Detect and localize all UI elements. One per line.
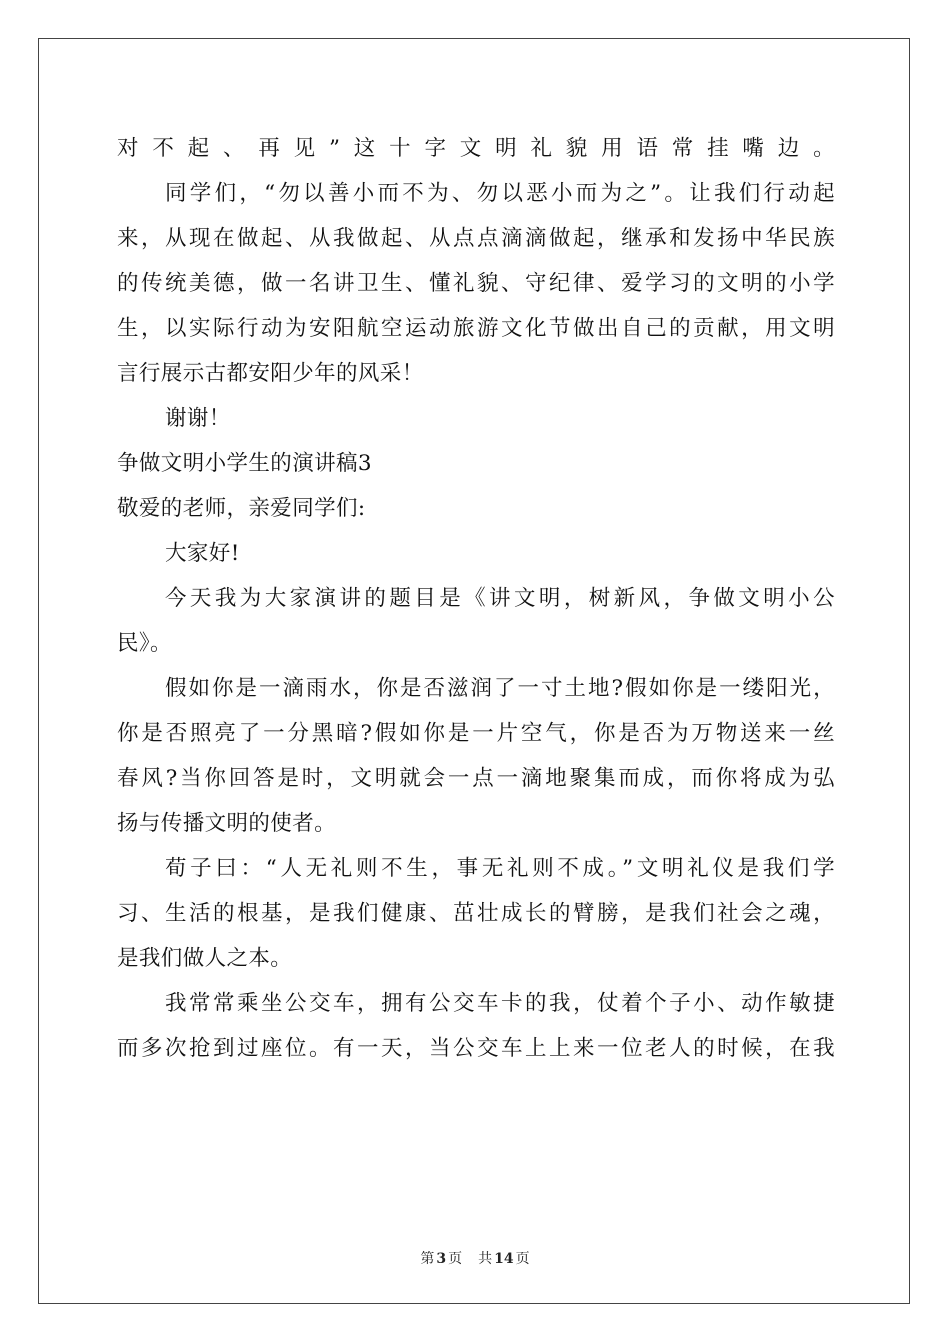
total-suffix: 页 <box>515 1251 530 1267</box>
total-pages: 14 <box>494 1251 514 1267</box>
page-prefix: 第 <box>420 1251 435 1267</box>
text-line: 的传统美德，做一名讲卫生、懂礼貌、守纪律、爱学习的文明的小学 <box>117 271 835 296</box>
total-prefix: 共 <box>478 1251 493 1267</box>
text-line: 来，从现在做起、从我做起、从点点滴滴做起，继承和发扬中华民族 <box>117 226 835 251</box>
text-line: 是我们做人之本。 <box>117 946 293 971</box>
page-suffix: 页 <box>448 1251 463 1267</box>
text-line: 扬与传播文明的使者。 <box>117 811 337 836</box>
text-line: 春风?当你回答是时，文明就会一点一滴地聚集而成，而你将成为弘 <box>117 766 835 791</box>
page-number: 3 <box>436 1251 447 1267</box>
page-footer <box>0 1248 950 1268</box>
greeting: 大家好! <box>165 541 240 566</box>
text-line: 假如你是一滴雨水，你是否滋润了一寸土地?假如你是一缕阳光， <box>165 676 835 701</box>
text-line: 我常常乘坐公交车，拥有公交车卡的我，仗着个子小、动作敏捷 <box>165 991 835 1016</box>
text-line: 荀子曰：“人无礼则不生，事无礼则不成。”文明礼仪是我们学 <box>165 856 835 881</box>
text-line: 今天我为大家演讲的题目是《讲文明，树新风，争做文明小公 <box>165 586 835 611</box>
text-line: 而多次抢到过座位。有一天，当公交车上上来一位老人的时候，在我 <box>117 1036 835 1061</box>
text-line: 生，以实际行动为安阳航空运动旅游文化节做出自己的贡献，用文明 <box>117 316 835 341</box>
text-line: 谢谢！ <box>165 406 231 431</box>
document-body <box>117 126 835 1071</box>
salutation: 敬爱的老师，亲爱同学们: <box>117 496 366 521</box>
text-line: 同学们，“勿以善小而不为、勿以恶小而为之”。让我们行动起 <box>165 181 835 206</box>
text-line: 习、生活的根基，是我们健康、茁壮成长的臂膀，是我们社会之魂， <box>117 901 835 926</box>
section-heading: 争做文明小学生的演讲稿3 <box>117 451 372 476</box>
text-line: 对不起、再见”这十字文明礼貌用语常挂嘴边。 <box>117 136 835 161</box>
text-line: 你是否照亮了一分黑暗?假如你是一片空气，你是否为万物送来一丝 <box>117 721 835 746</box>
text-line: 言行展示古都安阳少年的风采！ <box>117 361 424 386</box>
text-line: 民》。 <box>117 631 172 656</box>
